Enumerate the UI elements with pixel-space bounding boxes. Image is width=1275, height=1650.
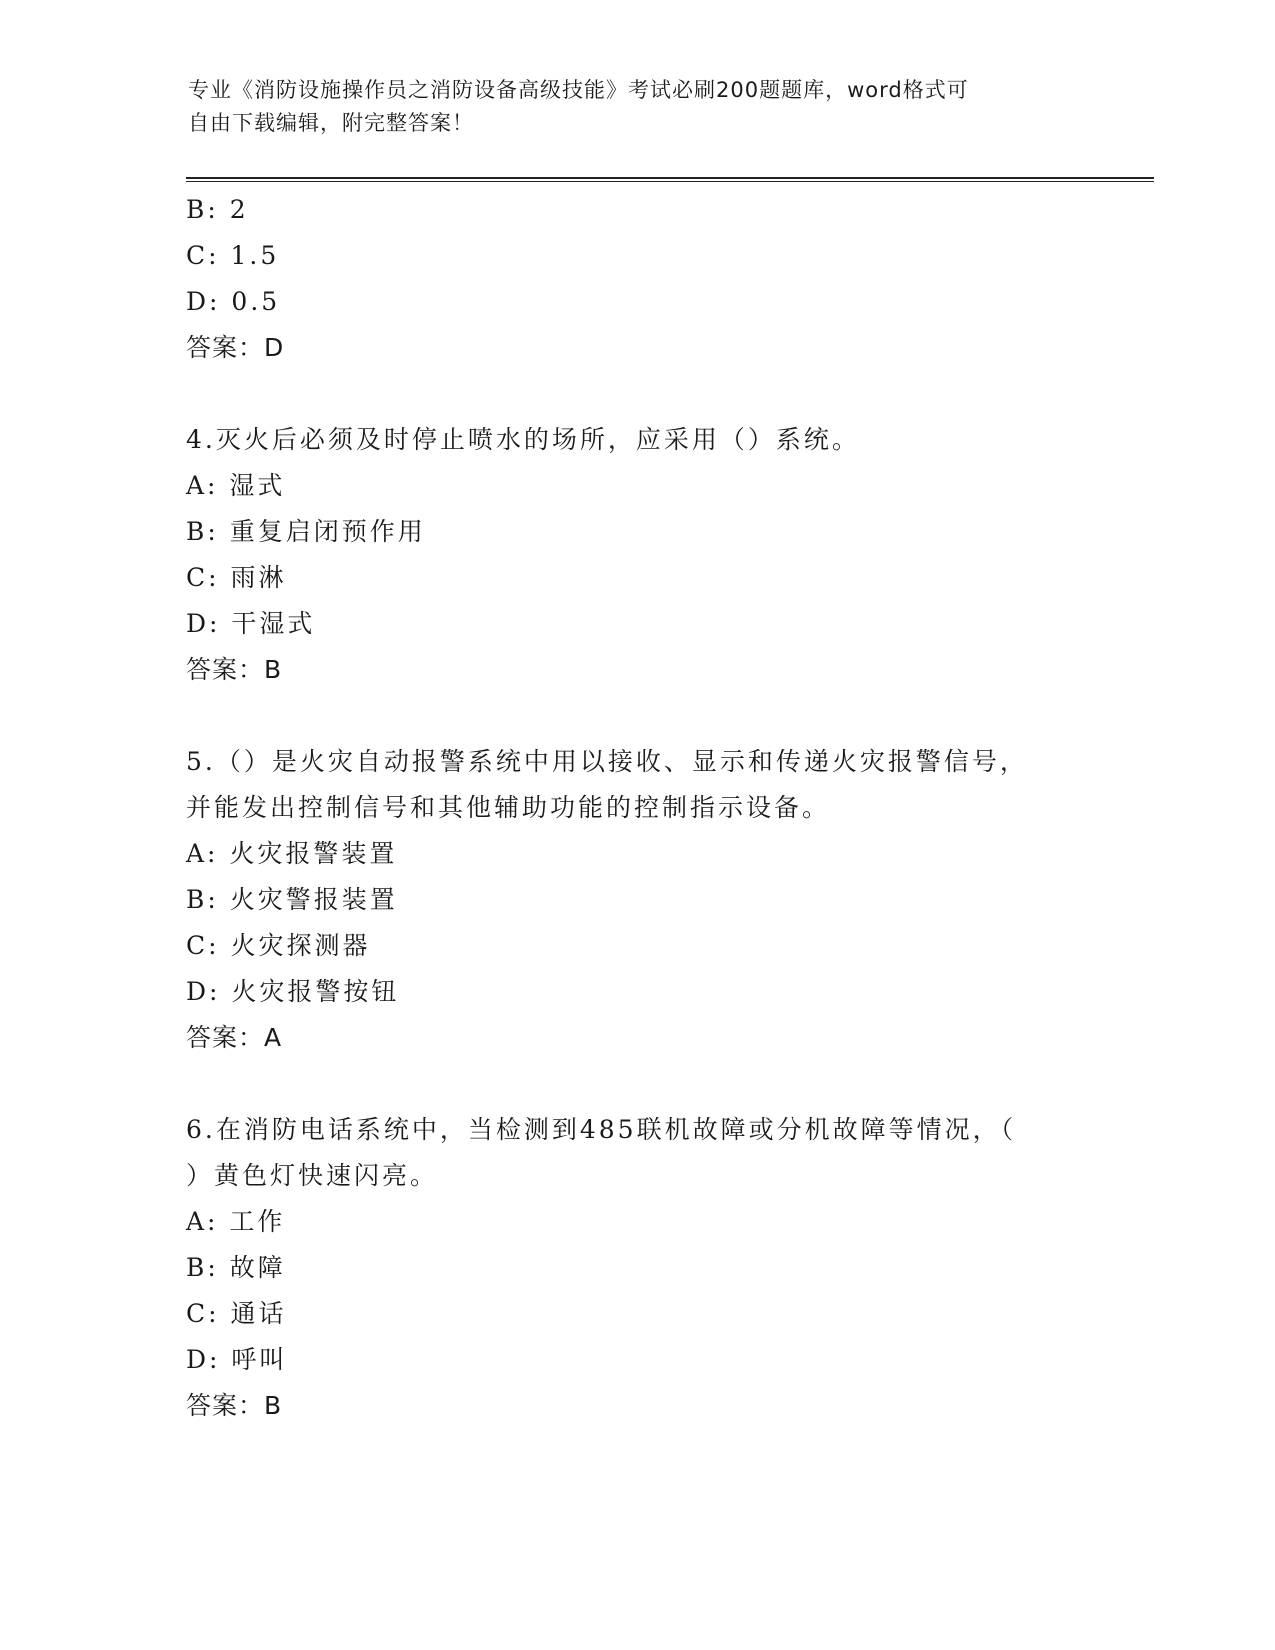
option-c: C: 雨淋 [186,563,287,592]
option-c: C: 通话 [186,1299,287,1328]
option-a: A: 湿式 [186,471,286,500]
question-stem-continued: ）黄色灯快速闪亮。 [186,1161,439,1190]
header-divider [186,177,1154,182]
answer: 答案：A [186,1023,283,1052]
option-a: A: 火灾报警装置 [186,839,398,868]
option-b: B: 2 [186,195,249,224]
option-c: C: 火灾探测器 [186,931,371,960]
question-stem-continued: 并能发出控制信号和其他辅助功能的控制指示设备。 [186,793,831,822]
answer: 答案：B [186,1391,283,1420]
option-d: D: 火灾报警按钮 [186,977,400,1006]
question-gap [186,371,1086,417]
question-3-tail [186,187,1086,371]
option-c: C: 1.5 [186,241,280,270]
question-4 [186,417,1086,693]
answer: 答案：B [186,655,283,684]
answer: 答案：D [186,333,285,362]
question-list [186,187,1086,1429]
option-d: D: 0.5 [186,287,281,316]
header-line-2: 自由下载编辑，附完整答案！ [188,111,474,135]
option-b: B: 故障 [186,1253,286,1282]
header-line-1: 专业《消防设施操作员之消防设备高级技能》考试必刷200题题库，word格式可 [188,78,969,102]
question-gap [186,1061,1086,1107]
question-stem: 4.灭火后必须及时停止喷水的场所，应采用（）系统。 [186,425,860,454]
question-stem: 5.（）是火灾自动报警系统中用以接收、显示和传递火灾报警信号， [186,747,1028,776]
question-6 [186,1107,1086,1429]
question-5 [186,739,1086,1061]
option-d: D: 呼叫 [186,1345,288,1374]
question-stem: 6.在消防电话系统中，当检测到485联机故障或分机故障等情况，（ [186,1115,1017,1144]
document-header [188,74,1068,140]
question-gap [186,693,1086,739]
option-b: B: 火灾警报装置 [186,885,398,914]
option-d: D: 干湿式 [186,609,316,638]
option-b: B: 重复启闭预作用 [186,517,426,546]
option-a: A: 工作 [186,1207,286,1236]
